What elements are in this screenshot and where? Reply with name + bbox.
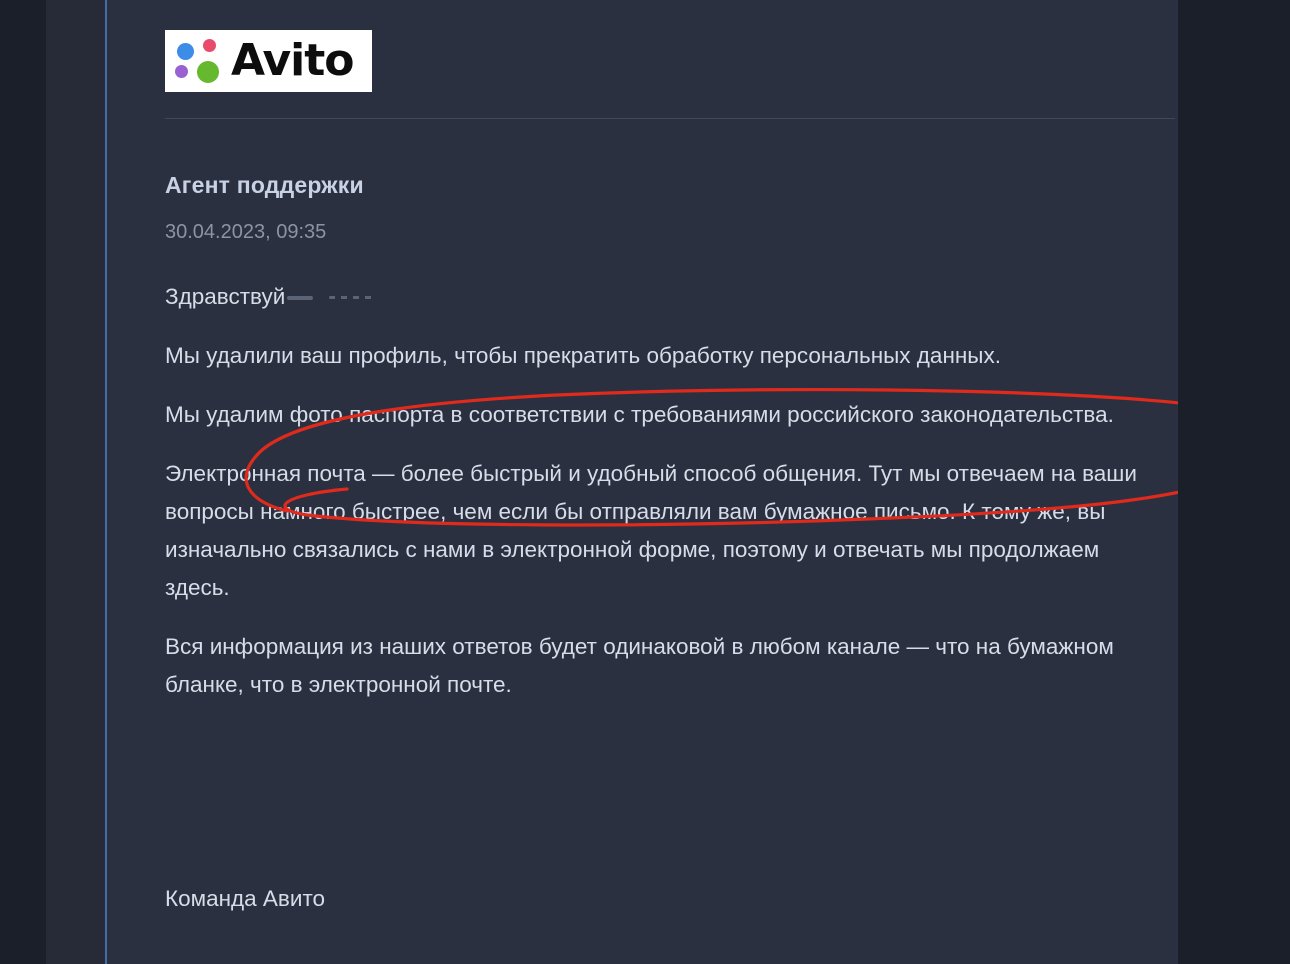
right-gutter <box>1178 0 1290 964</box>
avito-logo <box>165 30 372 92</box>
message-greeting <box>165 278 1145 316</box>
message-paragraph-3: Электронная почта — более быстрый и удобный способ общения. Тут мы отвечаем на ваши вопросы намного быстрее, чем если бы отправляли вам бумажное письмо. К тому же, вы изначально связались с нами в электронной форме, поэтому и отвечать мы продолжаем здесь. <box>165 461 1137 600</box>
message-signature: Команда Авито <box>165 886 326 911</box>
message-sender: Агент поддержки <box>165 172 364 198</box>
message-timestamp: 30.04.2023, 09:35 <box>165 221 327 243</box>
message-body <box>165 278 1145 725</box>
greeting-text: Здравствуй <box>165 284 286 309</box>
avito-dots-icon <box>173 37 229 85</box>
header-divider <box>165 118 1175 119</box>
message-paragraph-4: Вся информация из наших ответов будет одинаковой в любом канале — что на бумажном бланке, что в электронной почте. <box>165 634 1114 697</box>
redacted-name <box>285 287 377 307</box>
message-paragraph-1: Мы удалили ваш профиль, чтобы прекратить обработку персональных данных. <box>165 343 1001 368</box>
avito-logo-text: Avito <box>231 35 354 86</box>
left-gutter <box>0 0 46 964</box>
email-message-panel <box>107 0 1178 964</box>
message-paragraph-2: Мы удалим фото паспорта в соответствии с требованиями российского законодательства. <box>165 402 1114 427</box>
gutter-divider <box>46 0 106 964</box>
